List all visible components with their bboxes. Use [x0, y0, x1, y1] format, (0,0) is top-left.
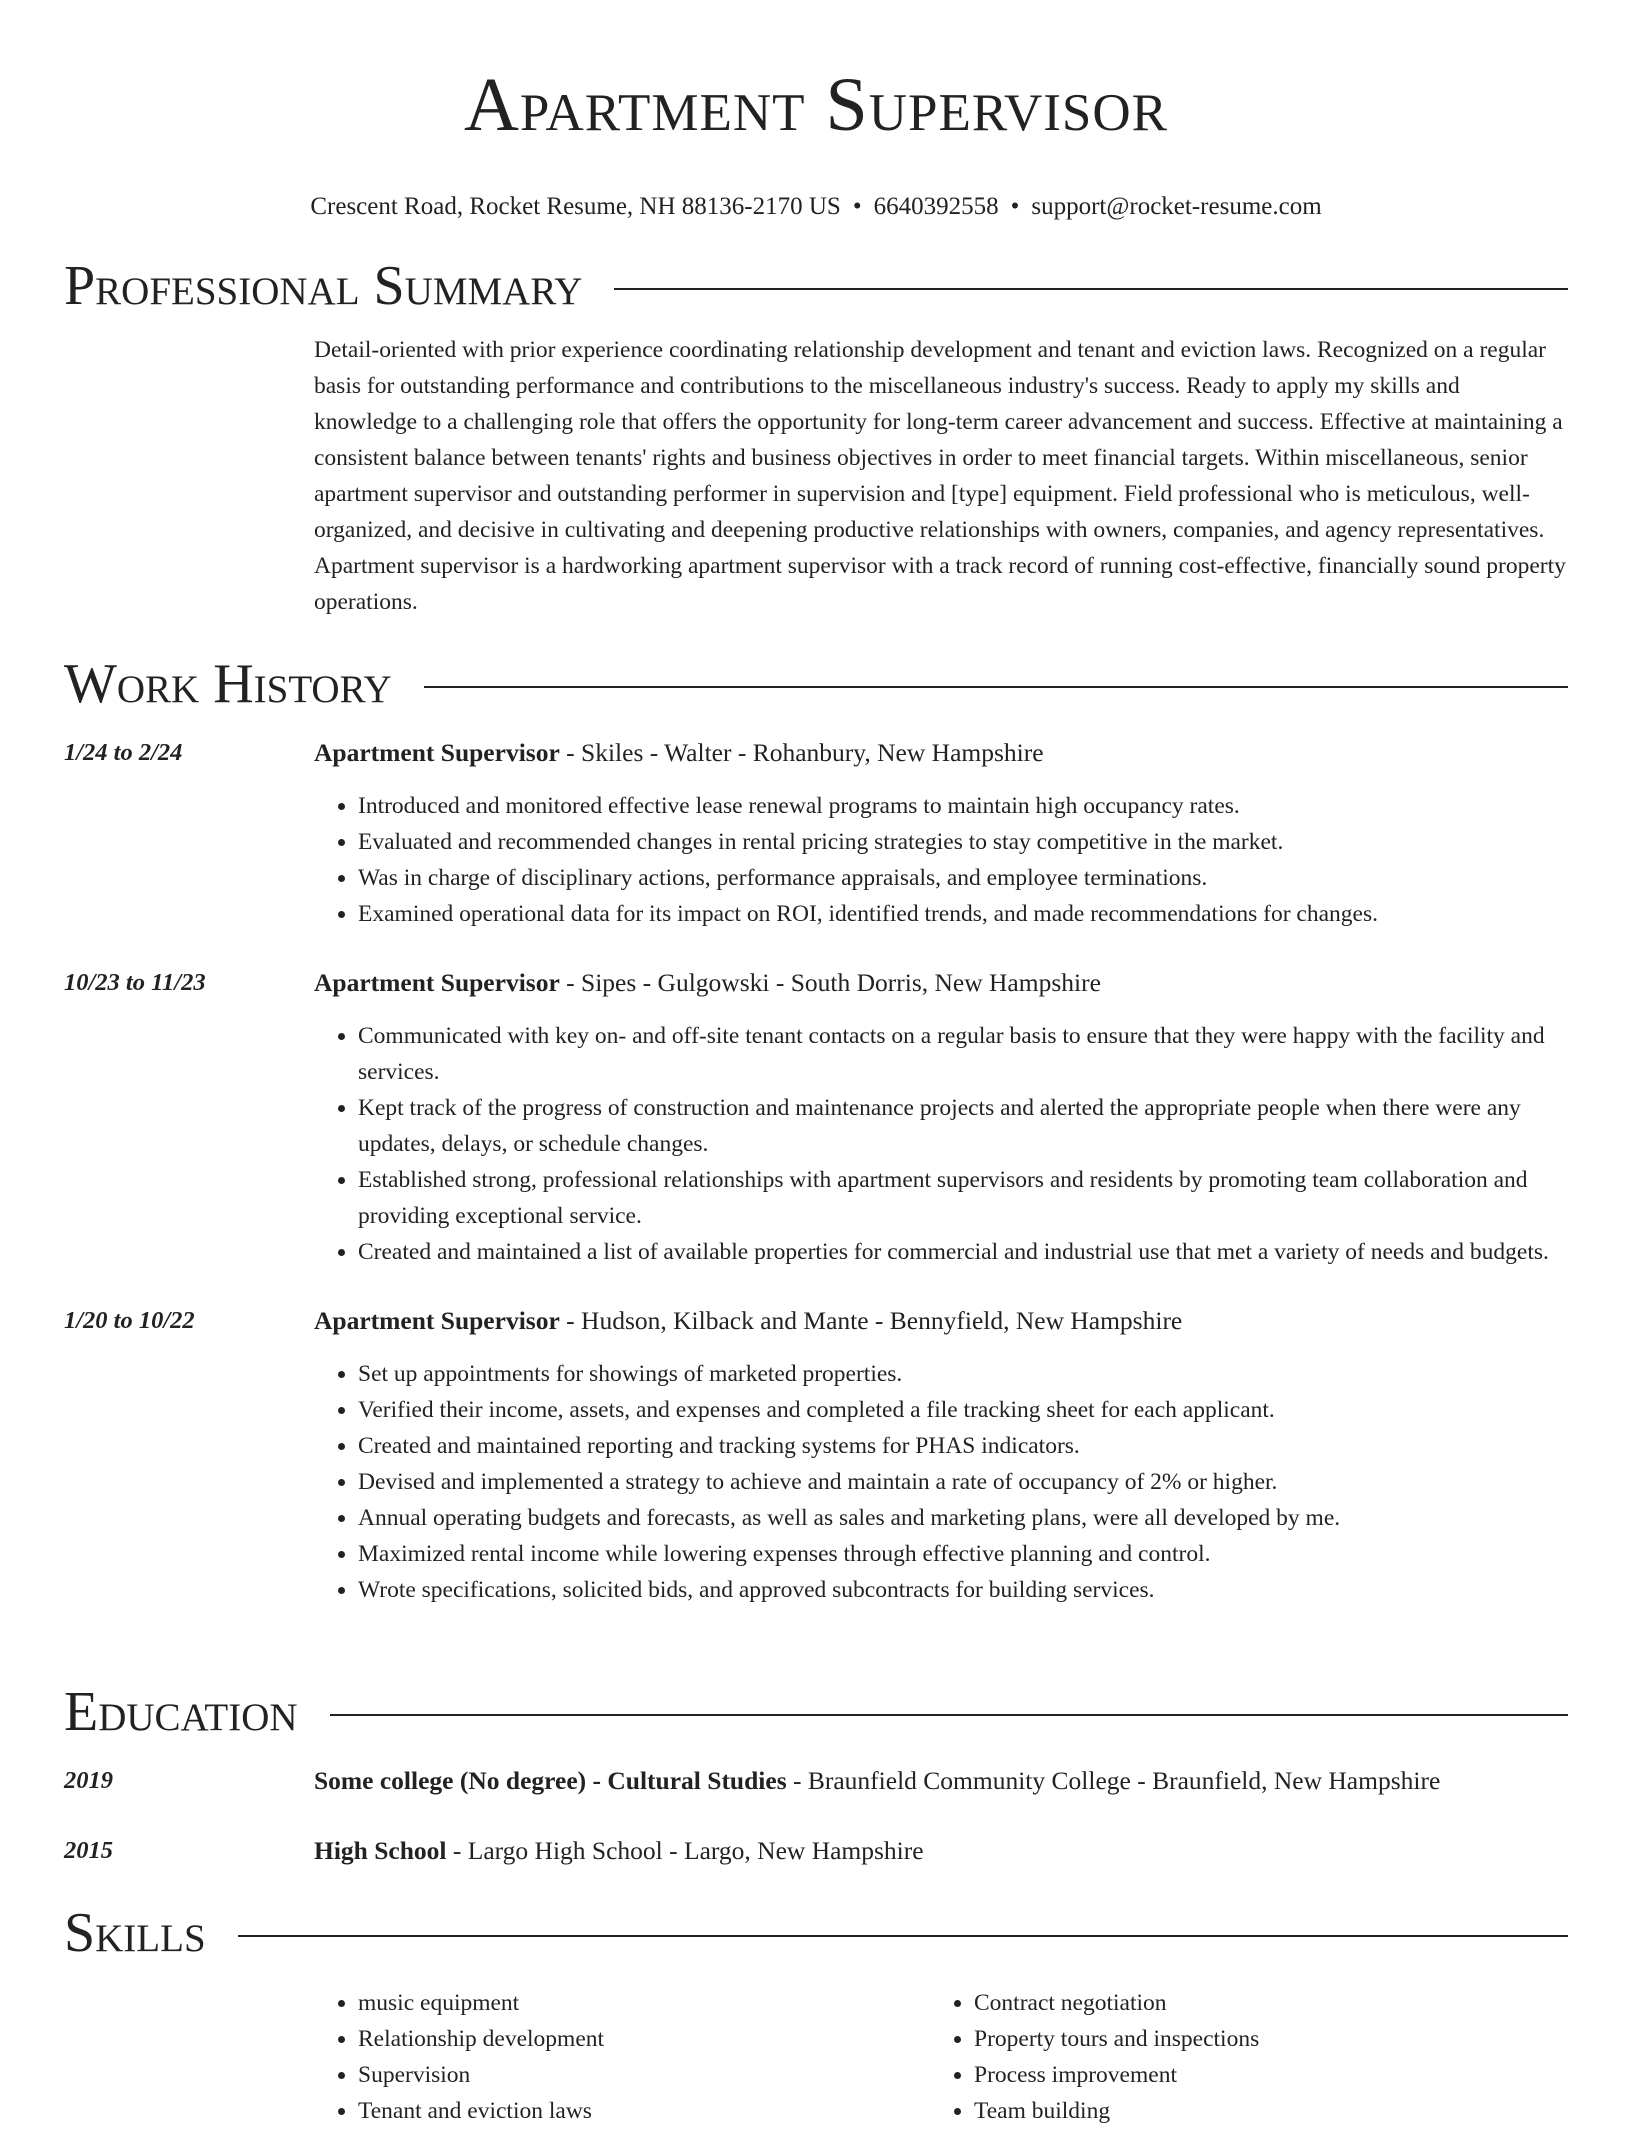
skills-column-left — [314, 1985, 930, 2129]
job-entry — [64, 736, 1568, 932]
contact-address: Crescent Road, Rocket Resume, NH 88136-2170 US — [310, 193, 841, 220]
job-dates: 1/20 to 10/22 — [64, 1307, 195, 1334]
contact-separator: • — [1010, 193, 1020, 220]
job-bullet: • Verified their income, assets, and expenses and completed a file tracking sheet for each applicant. — [358, 1392, 1568, 1428]
job-bullet: • Kept track of the progress of construction and maintenance projects and alerted the appropriate people when there were any updates, delays, or schedule changes. — [358, 1090, 1568, 1162]
job-title-line — [314, 736, 1568, 770]
job-bullet: • Established strong, professional relationships with apartment supervisors and residents by promoting team collaboration and providing exceptional service. — [358, 1162, 1568, 1234]
contact-email: support@rocket-resume.com — [1031, 193, 1322, 220]
education-degree: Some college (No degree) - Cultural Studies — [314, 1766, 787, 1795]
job-role: Apartment Supervisor — [314, 968, 560, 997]
education-details: - Largo High School - Largo, New Hampshire — [446, 1836, 924, 1865]
job-bullets — [314, 1018, 1568, 1270]
job-bullet: • Evaluated and recommended changes in rental pricing strategies to stay competitive in the market. — [358, 824, 1568, 860]
job-role: Apartment Supervisor — [314, 738, 560, 767]
job-bullet: • Maximized rental income while lowering expenses through effective planning and control. — [358, 1536, 1568, 1572]
contact-separator: • — [852, 193, 862, 220]
job-bullet: • Created and maintained reporting and tracking systems for PHAS indicators. — [358, 1428, 1568, 1464]
job-bullet: • Was in charge of disciplinary actions, performance appraisals, and employee terminations. — [358, 860, 1568, 896]
job-details: - Sipes - Gulgowski - South Dorris, New Hampshire — [559, 968, 1101, 997]
summary-header — [64, 254, 1568, 318]
job-bullets — [314, 788, 1568, 932]
skills-title: Skills — [64, 1902, 206, 1964]
section-rule — [330, 1714, 1568, 1716]
skill-item: • Property tours and inspections — [974, 2021, 1546, 2057]
skill-item: • Relationship development — [358, 2021, 930, 2057]
job-bullets — [314, 1356, 1568, 1608]
work-history-header — [64, 652, 1568, 716]
education-section — [64, 1680, 1568, 1868]
education-title: Education — [64, 1681, 298, 1743]
skill-item: • music equipment — [358, 1985, 930, 2021]
skills-bullets — [314, 1985, 930, 2129]
job-body — [314, 966, 1568, 1270]
summary-section — [64, 254, 1568, 620]
job-bullet: • Examined operational data for its impact on ROI, identified trends, and made recommendations for changes. — [358, 896, 1568, 932]
job-title-line — [314, 966, 1568, 1000]
section-rule — [614, 288, 1568, 290]
job-entry — [64, 1304, 1568, 1608]
job-bullet: • Introduced and monitored effective lease renewal programs to maintain high occupancy rates. — [358, 788, 1568, 824]
summary-text: Detail-oriented with prior experience coordinating relationship development and tenant and eviction laws. Recognized on a regular basis for outstanding performance and contributions to the miscellaneous industry's success. Ready to apply my skills and knowledge to a challenging role that offers the opportunity for long-term career advancement and success. Effective at maintaining a consistent balance between tenants' rights and business objectives in order to meet financial targets. Within miscellaneous, senior apartment supervisor and outstanding performer in supervision and [type] equipment. Field professional who is meticulous, well-organized, and decisive in cultivating and deepening productive relationships with owners, companies, and agency representatives. Apartment supervisor is a hardworking apartment supervisor with a track record of running cost-effective, financially sound property operations. — [314, 337, 1566, 615]
job-dates: 1/24 to 2/24 — [64, 739, 183, 766]
job-bullet: • Created and maintained a list of available properties for commercial and industrial use that met a variety of needs and budgets. — [358, 1234, 1568, 1270]
job-bullet: • Annual operating budgets and forecasts, as well as sales and marketing plans, were all developed by me. — [358, 1500, 1568, 1536]
job-details: - Skiles - Walter - Rohanbury, New Hampshire — [559, 738, 1044, 767]
job-details: - Hudson, Kilback and Mante - Bennyfield, New Hampshire — [559, 1306, 1183, 1335]
education-entry — [64, 1764, 1568, 1798]
job-bullet: • Wrote specifications, solicited bids, and approved subcontracts for building services. — [358, 1572, 1568, 1608]
work-history-section — [64, 652, 1568, 1608]
section-rule — [424, 686, 1568, 688]
education-details: - Braunfield Community College - Braunfield, New Hampshire — [786, 1766, 1441, 1795]
contact-line — [0, 192, 1632, 222]
work-history-title: Work History — [64, 653, 392, 715]
education-header — [64, 1680, 1568, 1744]
skill-item: • Team building — [974, 2093, 1546, 2129]
education-line — [314, 1764, 1568, 1798]
job-dates: 10/23 to 11/23 — [64, 969, 206, 996]
job-title-line — [314, 1304, 1568, 1338]
job-role: Apartment Supervisor — [314, 1306, 560, 1335]
skills-list — [314, 1985, 1568, 2129]
skill-item: • Supervision — [358, 2057, 930, 2093]
skill-item: • Contract negotiation — [974, 1985, 1546, 2021]
skills-column-right — [930, 1985, 1546, 2129]
summary-title: Professional Summary — [64, 255, 583, 317]
education-year: 2015 — [64, 1837, 113, 1864]
education-entry — [64, 1834, 1568, 1868]
job-body — [314, 1304, 1568, 1608]
job-bullet: • Set up appointments for showings of marketed properties. — [358, 1356, 1568, 1392]
job-body — [314, 736, 1568, 932]
education-line — [314, 1834, 1568, 1868]
skills-section — [64, 1901, 1568, 2129]
skills-bullets — [930, 1985, 1546, 2129]
job-bullet: • Communicated with key on- and off-site tenant contacts on a regular basis to ensure that they were happy with the facility and services. — [358, 1018, 1568, 1090]
job-entry — [64, 966, 1568, 1270]
skills-header — [64, 1901, 1568, 1965]
education-degree: High School — [314, 1836, 447, 1865]
skill-item: • Tenant and eviction laws — [358, 2093, 930, 2129]
education-year: 2019 — [64, 1767, 113, 1794]
skill-item: • Process improvement — [974, 2057, 1546, 2093]
section-rule — [238, 1935, 1568, 1937]
resume-name: Apartment Supervisor — [464, 63, 1168, 147]
contact-phone: 6640392558 — [873, 193, 999, 220]
job-bullet: • Devised and implemented a strategy to achieve and maintain a rate of occupancy of 2% or higher. — [358, 1464, 1568, 1500]
